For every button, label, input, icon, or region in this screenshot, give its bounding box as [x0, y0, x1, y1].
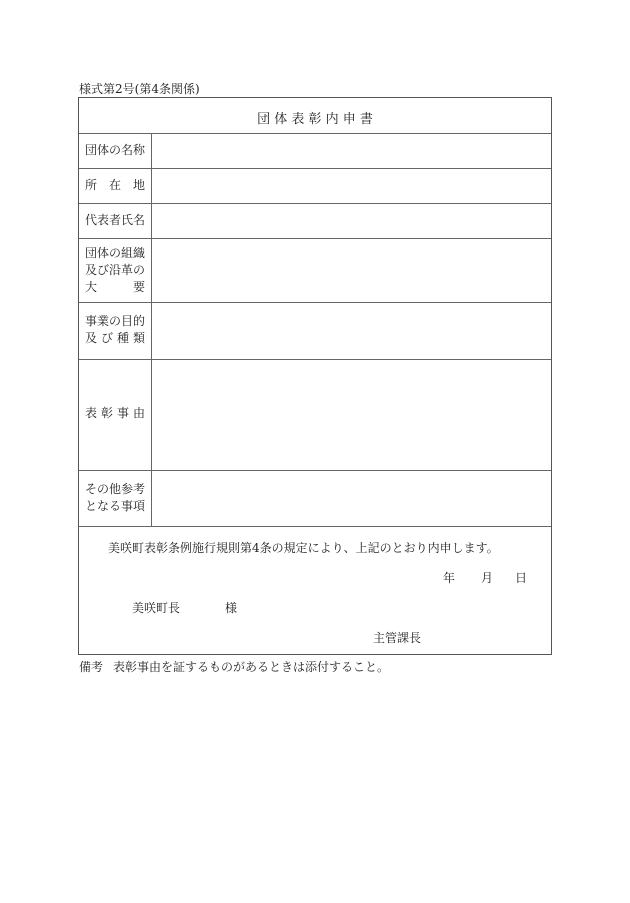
note-text: 表彰事由を証するものがあるときは添付すること。	[113, 660, 390, 674]
label-address: 所在地	[85, 178, 145, 192]
label-commendation-reason: 表彰事由	[85, 406, 145, 420]
label-representative: 代表者氏名	[85, 213, 146, 227]
label-line: となる事項	[85, 499, 146, 513]
label-other-reference	[85, 481, 145, 515]
label-line: 団体の組織	[85, 246, 146, 260]
divider	[79, 203, 551, 204]
label-group-name: 団体の名称	[85, 143, 146, 157]
addressee: 美咲町長	[132, 601, 181, 615]
date-day: 日	[515, 571, 528, 585]
form-number: 様式第2号(第4条関係)	[79, 82, 200, 96]
note-label: 備考	[79, 660, 104, 674]
divider	[79, 302, 551, 303]
label-line: その他参考	[85, 482, 146, 496]
sender: 主管課長	[373, 631, 422, 645]
form-title: 団 体 表 彰 内 申 書	[257, 112, 373, 127]
label-line: 及び沿革の	[85, 263, 146, 277]
label-line: 大要	[85, 280, 145, 294]
column-divider	[151, 133, 152, 526]
label-line: 事業の目的	[85, 314, 146, 328]
date-year: 年	[443, 571, 456, 585]
date-month: 月	[481, 571, 494, 585]
label-organization-history	[85, 245, 145, 296]
divider	[79, 470, 551, 471]
application-form	[78, 97, 552, 655]
declaration-text: 美咲町表彰条例施行規則第4条の規定により、上記のとおり内申します。	[108, 541, 499, 555]
divider	[79, 238, 551, 239]
divider	[79, 359, 551, 360]
divider	[79, 168, 551, 169]
divider	[79, 526, 551, 527]
honorific: 様	[225, 601, 238, 615]
divider	[79, 133, 551, 134]
label-line: 及び種類	[85, 331, 145, 345]
label-business-purpose	[85, 313, 145, 347]
